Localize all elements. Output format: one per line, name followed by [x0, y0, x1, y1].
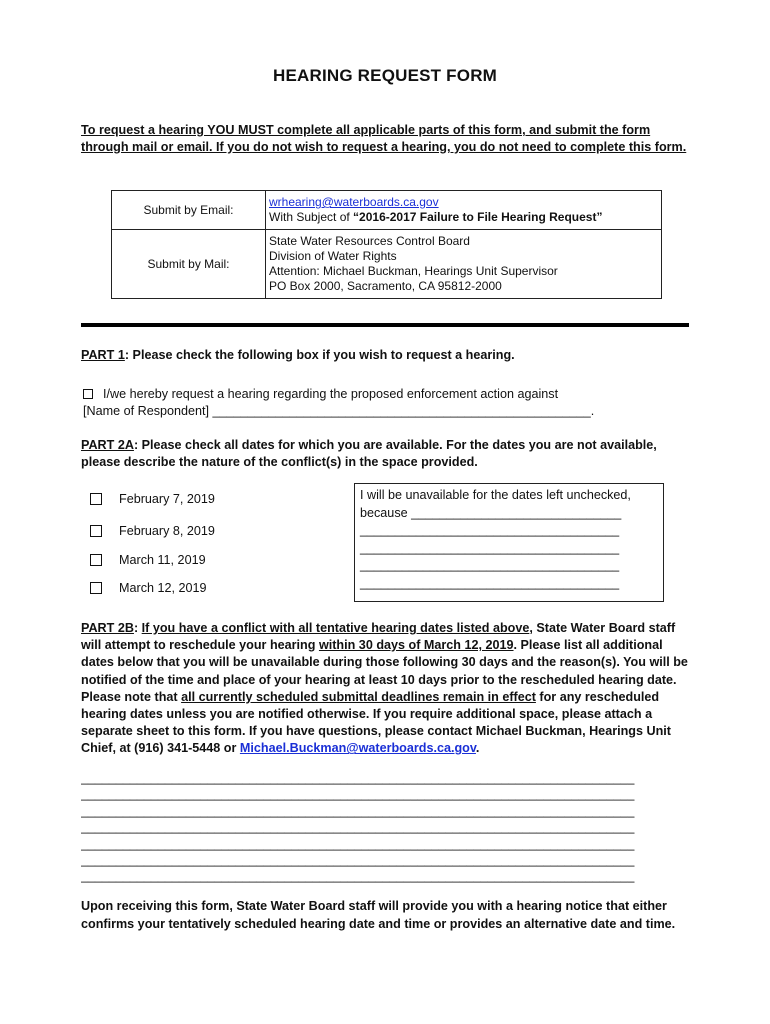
unavailable-blank-line: _____________________________________ — [360, 575, 620, 590]
date-checkbox[interactable] — [90, 493, 102, 505]
date-checkbox[interactable] — [90, 554, 102, 566]
blank-line: _______________________________________________________________________________ — [81, 803, 635, 818]
date-option — [90, 581, 207, 595]
part2a-label: PART 2A — [81, 438, 134, 452]
email-link[interactable]: wrhearing@waterboards.ca.gov — [269, 195, 439, 209]
part2b-sep: : — [133, 621, 142, 635]
unavailable-blank-line: _____________________________________ — [360, 540, 620, 555]
part2b-label: PART 2B — [81, 621, 134, 635]
blank-line: _______________________________________________________________________________ — [81, 771, 635, 785]
conflict-text: If you have a conflict with all tentative hearing dates listed above — [141, 621, 530, 635]
email-row — [112, 191, 662, 230]
deadlines-text: all currently scheduled submittal deadlines remain in effect — [181, 689, 536, 704]
mail-line: PO Box 2000, Sacramento, CA 95812-2000 — [269, 279, 502, 293]
mail-line: State Water Resources Control Board — [269, 234, 470, 248]
mail-address — [266, 230, 662, 299]
date-checkbox[interactable] — [90, 525, 102, 537]
email-label: Submit by Email: — [112, 191, 266, 230]
part1-heading — [81, 348, 515, 362]
section-divider — [81, 323, 689, 327]
part2b-text-3: for any rescheduled hearing dates unless you are notified otherwise. If you require additional space, please attach a separate sheet to this form. If you have questions, please contact Michael Buckman, Hearings Unit Chief, at (916) 341-5448 or — [81, 689, 671, 756]
form-title: HEARING REQUEST FORM — [272, 66, 498, 85]
additional-dates-lines[interactable] — [81, 770, 685, 885]
date-checkbox[interactable] — [90, 582, 102, 594]
mail-line: Division of Water Rights — [269, 249, 397, 263]
date-option — [90, 553, 206, 567]
date-label: February 7, 2019 — [119, 492, 215, 506]
part2a-text: : Please check all dates for which you are available. For the dates you are not available, please describe the nature of the conflict(s) in the space provided. — [81, 438, 657, 469]
part2b-text-2: . Please list all additional dates below that you will be unavailable during those following 30 days and the reason(s). You will be notified of the time and place of your hearing at least 10 days prior to the rescheduled hearing date. Please note that — [81, 638, 688, 704]
unavailable-blank-line: _____________________________________ — [360, 558, 620, 572]
date-option — [90, 524, 215, 538]
mail-row — [112, 230, 662, 299]
submission-table — [111, 190, 662, 299]
mail-line: Attention: Michael Buckman, Hearings Unit Supervisor — [269, 264, 558, 278]
part2b-text-1: , State Water Board staff will attempt to reschedule your hearing — [81, 621, 676, 653]
hearing-request-statement — [83, 386, 594, 420]
blank-line: _______________________________________________________________________________ — [81, 853, 635, 868]
unavailable-text: I will be unavailable for the dates left unchecked, because ______________________________ — [360, 488, 631, 520]
blank-line: _______________________________________________________________________________ — [81, 869, 635, 884]
part2a-heading — [81, 437, 691, 471]
blank-line: _______________________________________________________________________________ — [81, 836, 635, 851]
blank-line: _______________________________________________________________________________ — [81, 820, 635, 835]
subject-text: “2016-2017 Failure to File Hearing Request” — [353, 210, 603, 224]
part2b-text-4: . — [475, 741, 480, 756]
date-option — [90, 492, 215, 506]
request-line-2: [Name of Respondent] ______________________________________________________. — [83, 404, 595, 418]
date-label: March 11, 2019 — [119, 553, 206, 567]
contact-email-link[interactable]: Michael.Buckman@waterboards.ca.gov — [239, 741, 476, 756]
email-details — [266, 191, 662, 230]
mail-label: Submit by Mail: — [112, 230, 266, 299]
request-line-1: I/we hereby request a hearing regarding the proposed enforcement action against — [103, 387, 559, 401]
date-label: March 12, 2019 — [119, 581, 207, 595]
date-label: February 8, 2019 — [119, 524, 215, 538]
intro-instructions: To request a hearing YOU MUST complete all applicable parts of this form, and submit the form through mail or email. If you do not wish to request a hearing, you do not need to complete this form. — [81, 123, 687, 154]
part1-text: : Please check the following box if you wish to request a hearing. — [124, 348, 515, 362]
closing-statement: Upon receiving this form, State Water Board staff will provide you with a hearing notice that either confirms your tentatively scheduled hearing date and time or provides an alternative date and time. — [81, 899, 676, 931]
blank-line: _______________________________________________________________________________ — [81, 787, 635, 802]
subject-prefix: With Subject of — [269, 210, 354, 224]
part1-label: PART 1 — [81, 348, 125, 362]
unavailable-blank-line: _____________________________________ — [360, 523, 620, 537]
conflict-explanation-box[interactable] — [354, 483, 664, 602]
within-text: within 30 days of March 12, 2019 — [318, 638, 514, 653]
request-hearing-checkbox[interactable] — [83, 389, 93, 399]
part2b-section — [81, 620, 693, 758]
